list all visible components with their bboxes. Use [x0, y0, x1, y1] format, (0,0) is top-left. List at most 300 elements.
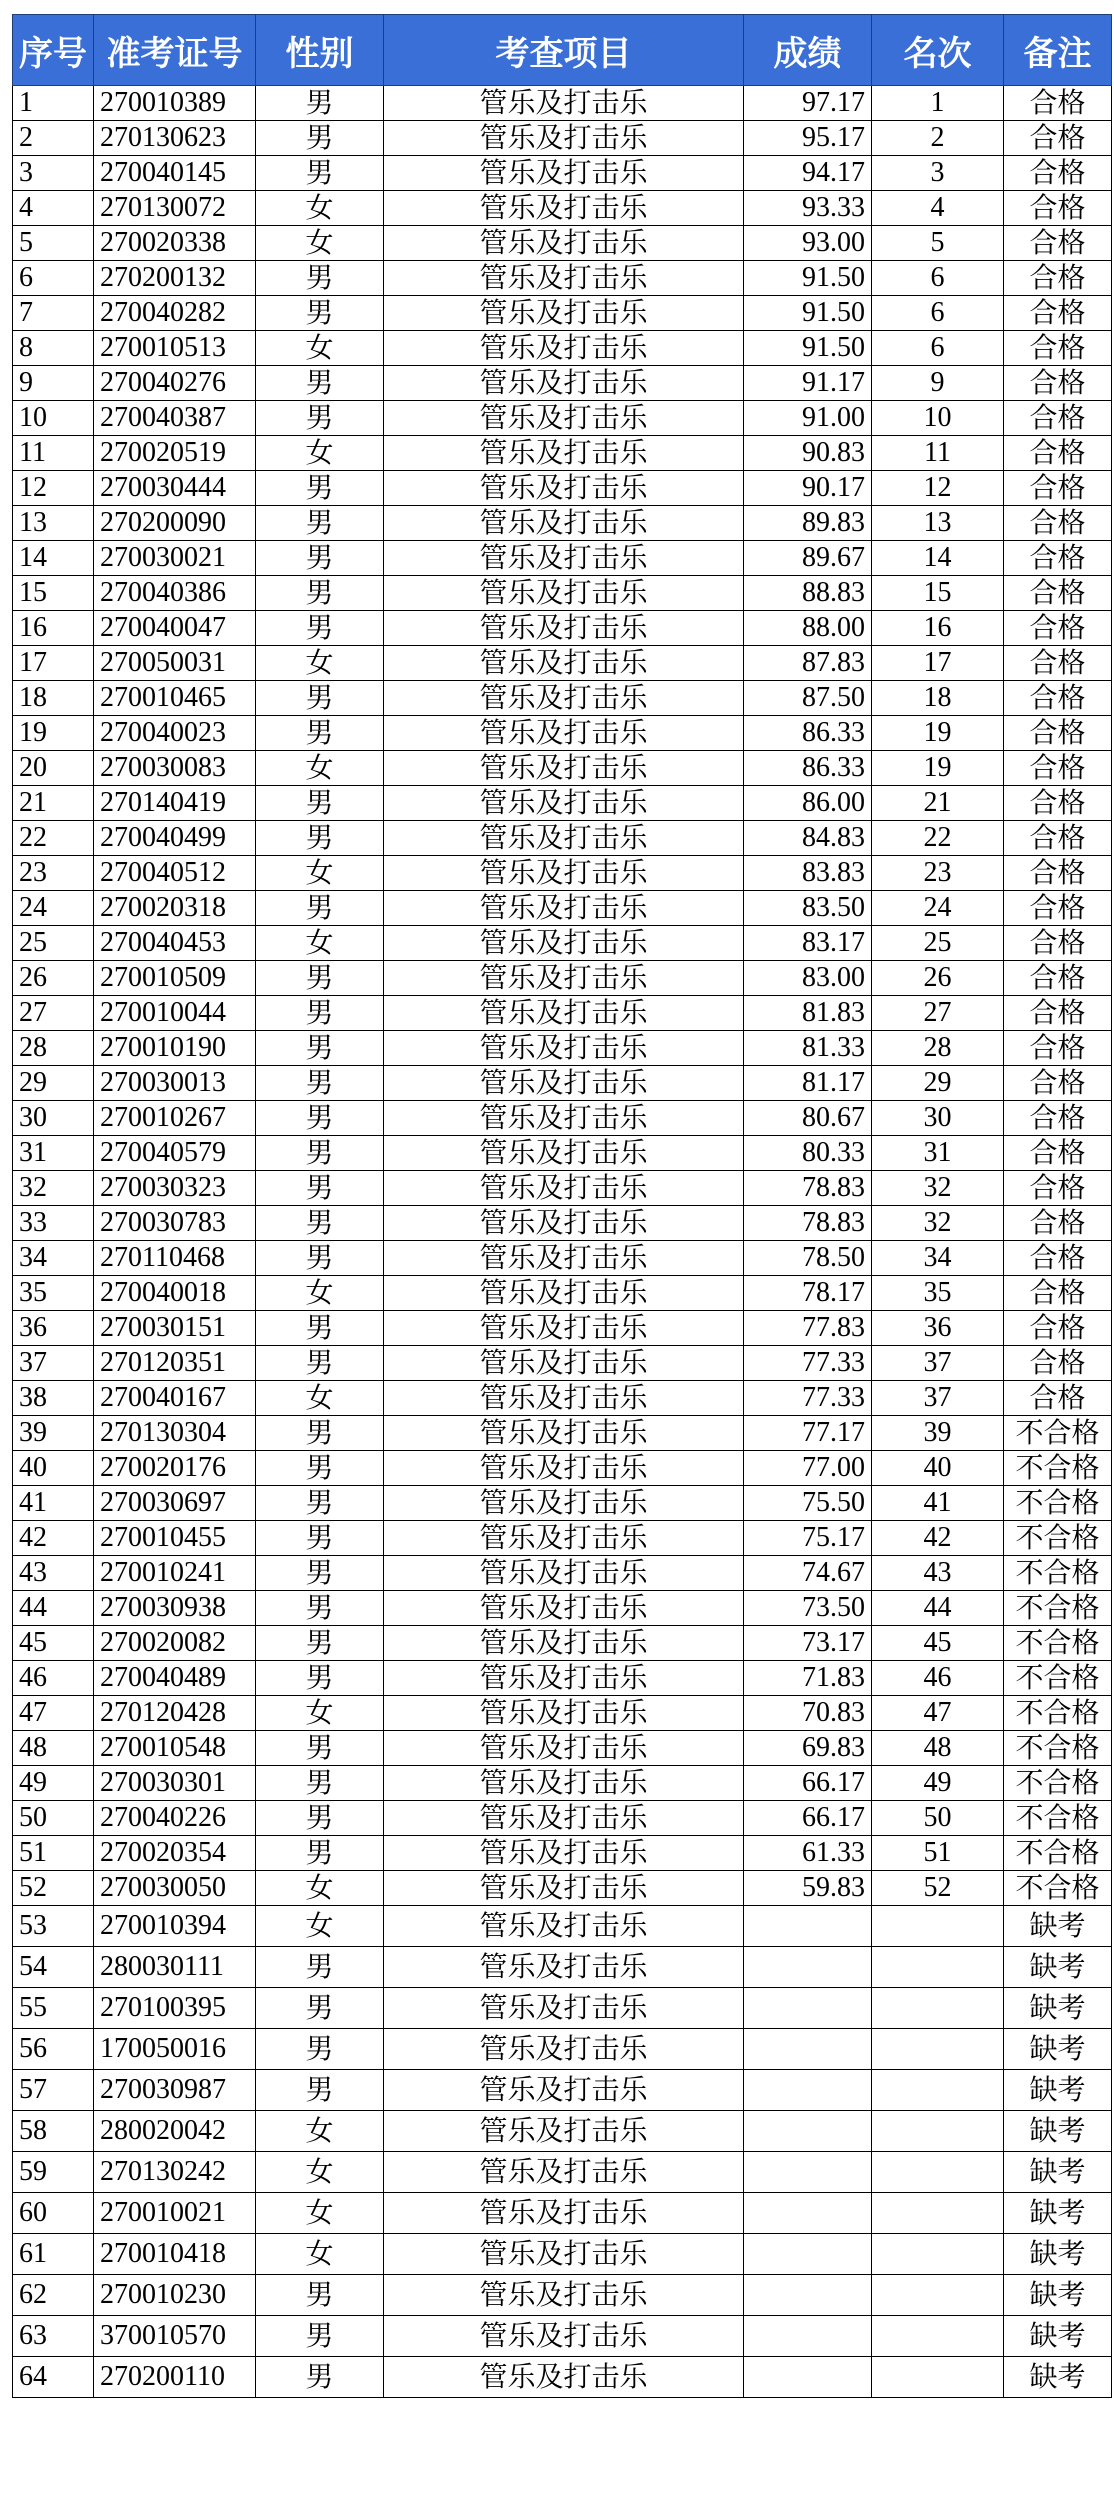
cell-note: 合格 [1004, 541, 1112, 576]
cell-score: 75.17 [744, 1521, 872, 1556]
cell-project: 管乐及打击乐 [384, 1521, 744, 1556]
cell-note: 合格 [1004, 786, 1112, 821]
cell-score: 80.33 [744, 1136, 872, 1171]
header-note: 备注 [1004, 15, 1112, 86]
cell-rank: 29 [872, 1066, 1004, 1101]
cell-rank: 12 [872, 471, 1004, 506]
results-table [12, 14, 1112, 2398]
cell-exam-id: 270010548 [94, 1731, 256, 1766]
cell-project: 管乐及打击乐 [384, 261, 744, 296]
cell-score: 94.17 [744, 156, 872, 191]
cell-note: 缺考 [1004, 2111, 1112, 2152]
cell-score: 88.83 [744, 576, 872, 611]
cell-gender: 男 [256, 1947, 384, 1988]
cell-seq: 51 [13, 1836, 94, 1871]
cell-score: 59.83 [744, 1871, 872, 1906]
cell-project: 管乐及打击乐 [384, 191, 744, 226]
table-row [13, 1136, 1112, 1171]
cell-score: 78.50 [744, 1241, 872, 1276]
cell-gender: 男 [256, 1731, 384, 1766]
cell-note: 合格 [1004, 1066, 1112, 1101]
cell-exam-id: 270010190 [94, 1031, 256, 1066]
cell-seq: 20 [13, 751, 94, 786]
cell-score: 86.00 [744, 786, 872, 821]
cell-rank: 14 [872, 541, 1004, 576]
cell-score [744, 2275, 872, 2316]
cell-note: 合格 [1004, 1206, 1112, 1241]
cell-rank: 3 [872, 156, 1004, 191]
table-row [13, 121, 1112, 156]
cell-exam-id: 270010267 [94, 1101, 256, 1136]
cell-note: 不合格 [1004, 1731, 1112, 1766]
cell-project: 管乐及打击乐 [384, 1801, 744, 1836]
cell-seq: 25 [13, 926, 94, 961]
cell-rank: 37 [872, 1381, 1004, 1416]
table-row [13, 1416, 1112, 1451]
cell-seq: 33 [13, 1206, 94, 1241]
cell-exam-id: 270030783 [94, 1206, 256, 1241]
cell-note: 合格 [1004, 926, 1112, 961]
cell-project: 管乐及打击乐 [384, 576, 744, 611]
cell-note: 合格 [1004, 1381, 1112, 1416]
cell-exam-id: 270040167 [94, 1381, 256, 1416]
cell-exam-id: 270010044 [94, 996, 256, 1031]
cell-score: 73.50 [744, 1591, 872, 1626]
cell-seq: 4 [13, 191, 94, 226]
cell-rank: 6 [872, 261, 1004, 296]
cell-seq: 38 [13, 1381, 94, 1416]
cell-rank: 24 [872, 891, 1004, 926]
cell-project: 管乐及打击乐 [384, 436, 744, 471]
table-header [13, 15, 1112, 86]
cell-project: 管乐及打击乐 [384, 1451, 744, 1486]
cell-project: 管乐及打击乐 [384, 86, 744, 121]
cell-note: 不合格 [1004, 1661, 1112, 1696]
cell-rank: 1 [872, 86, 1004, 121]
cell-project: 管乐及打击乐 [384, 2234, 744, 2275]
cell-note: 缺考 [1004, 1947, 1112, 1988]
cell-exam-id: 270030013 [94, 1066, 256, 1101]
table-row [13, 2275, 1112, 2316]
cell-project: 管乐及打击乐 [384, 1626, 744, 1661]
header-gender: 性别 [256, 15, 384, 86]
cell-gender: 女 [256, 646, 384, 681]
cell-rank [872, 1988, 1004, 2029]
cell-project: 管乐及打击乐 [384, 506, 744, 541]
cell-score [744, 2316, 872, 2357]
cell-exam-id: 270040282 [94, 296, 256, 331]
table-row [13, 156, 1112, 191]
cell-rank: 2 [872, 121, 1004, 156]
cell-seq: 23 [13, 856, 94, 891]
cell-score: 81.83 [744, 996, 872, 1031]
cell-gender: 男 [256, 1451, 384, 1486]
cell-seq: 18 [13, 681, 94, 716]
cell-gender: 女 [256, 1276, 384, 1311]
cell-project: 管乐及打击乐 [384, 821, 744, 856]
cell-note: 合格 [1004, 751, 1112, 786]
table-row [13, 1451, 1112, 1486]
cell-gender: 男 [256, 2070, 384, 2111]
cell-project: 管乐及打击乐 [384, 1381, 744, 1416]
cell-gender: 女 [256, 2234, 384, 2275]
cell-exam-id: 270050031 [94, 646, 256, 681]
cell-gender: 男 [256, 1066, 384, 1101]
cell-project: 管乐及打击乐 [384, 1066, 744, 1101]
cell-exam-id: 270010455 [94, 1521, 256, 1556]
cell-exam-id: 280020042 [94, 2111, 256, 2152]
cell-rank: 23 [872, 856, 1004, 891]
cell-project: 管乐及打击乐 [384, 1731, 744, 1766]
cell-score [744, 2029, 872, 2070]
table-row [13, 751, 1112, 786]
cell-seq: 10 [13, 401, 94, 436]
cell-seq: 24 [13, 891, 94, 926]
cell-gender: 男 [256, 1136, 384, 1171]
cell-rank: 36 [872, 1311, 1004, 1346]
table-row [13, 1696, 1112, 1731]
cell-exam-id: 270040387 [94, 401, 256, 436]
cell-note: 缺考 [1004, 2275, 1112, 2316]
table-row [13, 401, 1112, 436]
cell-exam-id: 270020354 [94, 1836, 256, 1871]
cell-gender: 男 [256, 1031, 384, 1066]
cell-score: 78.83 [744, 1206, 872, 1241]
cell-exam-id: 270010230 [94, 2275, 256, 2316]
cell-seq: 40 [13, 1451, 94, 1486]
cell-project: 管乐及打击乐 [384, 751, 744, 786]
cell-note: 合格 [1004, 716, 1112, 751]
cell-gender: 男 [256, 261, 384, 296]
cell-note: 合格 [1004, 1031, 1112, 1066]
cell-seq: 19 [13, 716, 94, 751]
cell-rank [872, 2357, 1004, 2398]
cell-score: 86.33 [744, 716, 872, 751]
cell-exam-id: 270140419 [94, 786, 256, 821]
cell-project: 管乐及打击乐 [384, 296, 744, 331]
cell-score: 89.83 [744, 506, 872, 541]
cell-exam-id: 270040453 [94, 926, 256, 961]
cell-note: 缺考 [1004, 2193, 1112, 2234]
cell-exam-id: 270020176 [94, 1451, 256, 1486]
cell-gender: 女 [256, 1696, 384, 1731]
cell-score: 91.00 [744, 401, 872, 436]
cell-rank: 41 [872, 1486, 1004, 1521]
cell-rank: 39 [872, 1416, 1004, 1451]
cell-exam-id: 270130242 [94, 2152, 256, 2193]
cell-score: 61.33 [744, 1836, 872, 1871]
cell-gender: 男 [256, 1206, 384, 1241]
cell-project: 管乐及打击乐 [384, 996, 744, 1031]
cell-exam-id: 270040276 [94, 366, 256, 401]
cell-rank [872, 1906, 1004, 1947]
cell-score: 83.50 [744, 891, 872, 926]
cell-exam-id: 270040489 [94, 1661, 256, 1696]
cell-project: 管乐及打击乐 [384, 121, 744, 156]
cell-rank [872, 2275, 1004, 2316]
cell-project: 管乐及打击乐 [384, 1101, 744, 1136]
cell-note: 合格 [1004, 996, 1112, 1031]
cell-exam-id: 270010394 [94, 1906, 256, 1947]
cell-exam-id: 280030111 [94, 1947, 256, 1988]
cell-score [744, 2152, 872, 2193]
cell-seq: 3 [13, 156, 94, 191]
cell-seq: 28 [13, 1031, 94, 1066]
cell-score [744, 1947, 872, 1988]
table-row [13, 541, 1112, 576]
cell-note: 不合格 [1004, 1801, 1112, 1836]
cell-gender: 男 [256, 821, 384, 856]
table-row [13, 996, 1112, 1031]
cell-score [744, 2111, 872, 2152]
cell-note: 合格 [1004, 576, 1112, 611]
cell-score: 66.17 [744, 1801, 872, 1836]
cell-exam-id: 270040023 [94, 716, 256, 751]
cell-rank: 18 [872, 681, 1004, 716]
cell-exam-id: 270030301 [94, 1766, 256, 1801]
table-row [13, 891, 1112, 926]
cell-rank: 31 [872, 1136, 1004, 1171]
table-row [13, 1626, 1112, 1661]
cell-score [744, 2193, 872, 2234]
table-row [13, 2152, 1112, 2193]
cell-project: 管乐及打击乐 [384, 331, 744, 366]
cell-exam-id: 270030444 [94, 471, 256, 506]
cell-rank: 32 [872, 1171, 1004, 1206]
cell-score: 75.50 [744, 1486, 872, 1521]
cell-seq: 21 [13, 786, 94, 821]
cell-exam-id: 270040145 [94, 156, 256, 191]
cell-exam-id: 270130304 [94, 1416, 256, 1451]
cell-note: 缺考 [1004, 2029, 1112, 2070]
cell-note: 合格 [1004, 611, 1112, 646]
cell-gender: 男 [256, 2316, 384, 2357]
table-row [13, 1801, 1112, 1836]
cell-project: 管乐及打击乐 [384, 961, 744, 996]
cell-rank: 9 [872, 366, 1004, 401]
cell-score [744, 2357, 872, 2398]
cell-gender: 男 [256, 1416, 384, 1451]
cell-note: 合格 [1004, 821, 1112, 856]
cell-note: 合格 [1004, 121, 1112, 156]
cell-note: 合格 [1004, 401, 1112, 436]
cell-rank: 19 [872, 716, 1004, 751]
cell-rank: 45 [872, 1626, 1004, 1661]
cell-note: 合格 [1004, 296, 1112, 331]
cell-rank [872, 2070, 1004, 2111]
cell-score: 81.33 [744, 1031, 872, 1066]
cell-rank [872, 2316, 1004, 2357]
cell-seq: 8 [13, 331, 94, 366]
cell-exam-id: 370010570 [94, 2316, 256, 2357]
cell-score: 97.17 [744, 86, 872, 121]
cell-exam-id: 270010241 [94, 1556, 256, 1591]
cell-seq: 30 [13, 1101, 94, 1136]
cell-exam-id: 270030021 [94, 541, 256, 576]
cell-note: 合格 [1004, 366, 1112, 401]
cell-rank: 46 [872, 1661, 1004, 1696]
cell-gender: 男 [256, 156, 384, 191]
cell-seq: 16 [13, 611, 94, 646]
cell-note: 合格 [1004, 261, 1112, 296]
table-row [13, 2316, 1112, 2357]
table-row [13, 2234, 1112, 2275]
cell-seq: 54 [13, 1947, 94, 1988]
table-row [13, 2029, 1112, 2070]
table-row [13, 1521, 1112, 1556]
table-row [13, 1311, 1112, 1346]
cell-note: 合格 [1004, 1311, 1112, 1346]
table-row [13, 1241, 1112, 1276]
cell-seq: 42 [13, 1521, 94, 1556]
table-row [13, 2070, 1112, 2111]
cell-note: 不合格 [1004, 1871, 1112, 1906]
cell-rank: 34 [872, 1241, 1004, 1276]
cell-note: 不合格 [1004, 1451, 1112, 1486]
table-row [13, 926, 1112, 961]
cell-note: 合格 [1004, 961, 1112, 996]
table-row [13, 296, 1112, 331]
table-row [13, 2193, 1112, 2234]
cell-project: 管乐及打击乐 [384, 1836, 744, 1871]
cell-project: 管乐及打击乐 [384, 2111, 744, 2152]
cell-note: 缺考 [1004, 2070, 1112, 2111]
table-row [13, 856, 1112, 891]
cell-project: 管乐及打击乐 [384, 1311, 744, 1346]
cell-score: 95.17 [744, 121, 872, 156]
table-row [13, 1171, 1112, 1206]
cell-rank: 16 [872, 611, 1004, 646]
cell-score: 83.17 [744, 926, 872, 961]
header-seq: 序号 [13, 15, 94, 86]
cell-project: 管乐及打击乐 [384, 156, 744, 191]
cell-exam-id: 270030083 [94, 751, 256, 786]
cell-rank: 4 [872, 191, 1004, 226]
cell-exam-id: 270010389 [94, 86, 256, 121]
table-row [13, 821, 1112, 856]
cell-exam-id: 270040579 [94, 1136, 256, 1171]
cell-exam-id: 270030151 [94, 1311, 256, 1346]
header-rank: 名次 [872, 15, 1004, 86]
cell-project: 管乐及打击乐 [384, 2357, 744, 2398]
table-row [13, 2357, 1112, 2398]
cell-project: 管乐及打击乐 [384, 1486, 744, 1521]
cell-note: 合格 [1004, 156, 1112, 191]
cell-exam-id: 270020519 [94, 436, 256, 471]
cell-rank: 19 [872, 751, 1004, 786]
cell-gender: 男 [256, 2357, 384, 2398]
cell-seq: 26 [13, 961, 94, 996]
cell-note: 合格 [1004, 1136, 1112, 1171]
cell-score [744, 1988, 872, 2029]
cell-gender: 男 [256, 86, 384, 121]
cell-rank: 52 [872, 1871, 1004, 1906]
cell-rank: 10 [872, 401, 1004, 436]
cell-exam-id: 270200110 [94, 2357, 256, 2398]
cell-note: 合格 [1004, 436, 1112, 471]
cell-score: 91.50 [744, 261, 872, 296]
cell-project: 管乐及打击乐 [384, 1696, 744, 1731]
table-row [13, 1381, 1112, 1416]
cell-gender: 女 [256, 436, 384, 471]
cell-project: 管乐及打击乐 [384, 2029, 744, 2070]
cell-note: 合格 [1004, 506, 1112, 541]
cell-exam-id: 270030987 [94, 2070, 256, 2111]
cell-gender: 男 [256, 121, 384, 156]
cell-project: 管乐及打击乐 [384, 471, 744, 506]
cell-rank: 47 [872, 1696, 1004, 1731]
cell-rank: 42 [872, 1521, 1004, 1556]
cell-score: 77.00 [744, 1451, 872, 1486]
table-row [13, 1346, 1112, 1381]
cell-project: 管乐及打击乐 [384, 856, 744, 891]
cell-exam-id: 270040512 [94, 856, 256, 891]
cell-score: 70.83 [744, 1696, 872, 1731]
cell-rank: 35 [872, 1276, 1004, 1311]
cell-rank: 21 [872, 786, 1004, 821]
cell-note: 合格 [1004, 191, 1112, 226]
table-row [13, 1947, 1112, 1988]
cell-rank: 17 [872, 646, 1004, 681]
cell-project: 管乐及打击乐 [384, 786, 744, 821]
cell-project: 管乐及打击乐 [384, 1206, 744, 1241]
cell-seq: 29 [13, 1066, 94, 1101]
cell-seq: 62 [13, 2275, 94, 2316]
header-exam-id: 准考证号 [94, 15, 256, 86]
cell-gender: 女 [256, 2111, 384, 2152]
cell-exam-id: 270130623 [94, 121, 256, 156]
cell-project: 管乐及打击乐 [384, 1031, 744, 1066]
table-row [13, 366, 1112, 401]
cell-seq: 12 [13, 471, 94, 506]
cell-score: 83.83 [744, 856, 872, 891]
cell-seq: 15 [13, 576, 94, 611]
cell-gender: 女 [256, 2152, 384, 2193]
cell-rank: 13 [872, 506, 1004, 541]
cell-seq: 49 [13, 1766, 94, 1801]
cell-rank [872, 2029, 1004, 2070]
cell-score: 90.17 [744, 471, 872, 506]
cell-gender: 男 [256, 506, 384, 541]
cell-note: 不合格 [1004, 1836, 1112, 1871]
cell-project: 管乐及打击乐 [384, 1241, 744, 1276]
cell-exam-id: 270010509 [94, 961, 256, 996]
cell-project: 管乐及打击乐 [384, 401, 744, 436]
cell-rank [872, 2234, 1004, 2275]
cell-seq: 13 [13, 506, 94, 541]
cell-seq: 35 [13, 1276, 94, 1311]
cell-score: 87.83 [744, 646, 872, 681]
cell-score: 66.17 [744, 1766, 872, 1801]
table-row [13, 226, 1112, 261]
table-row [13, 681, 1112, 716]
cell-score: 77.33 [744, 1346, 872, 1381]
cell-project: 管乐及打击乐 [384, 1171, 744, 1206]
cell-project: 管乐及打击乐 [384, 2193, 744, 2234]
table-row [13, 961, 1112, 996]
cell-seq: 59 [13, 2152, 94, 2193]
cell-rank [872, 2111, 1004, 2152]
cell-seq: 6 [13, 261, 94, 296]
cell-seq: 44 [13, 1591, 94, 1626]
cell-score: 69.83 [744, 1731, 872, 1766]
table-row [13, 1031, 1112, 1066]
cell-project: 管乐及打击乐 [384, 1591, 744, 1626]
cell-score: 91.50 [744, 296, 872, 331]
cell-gender: 男 [256, 1591, 384, 1626]
cell-project: 管乐及打击乐 [384, 1906, 744, 1947]
cell-seq: 1 [13, 86, 94, 121]
